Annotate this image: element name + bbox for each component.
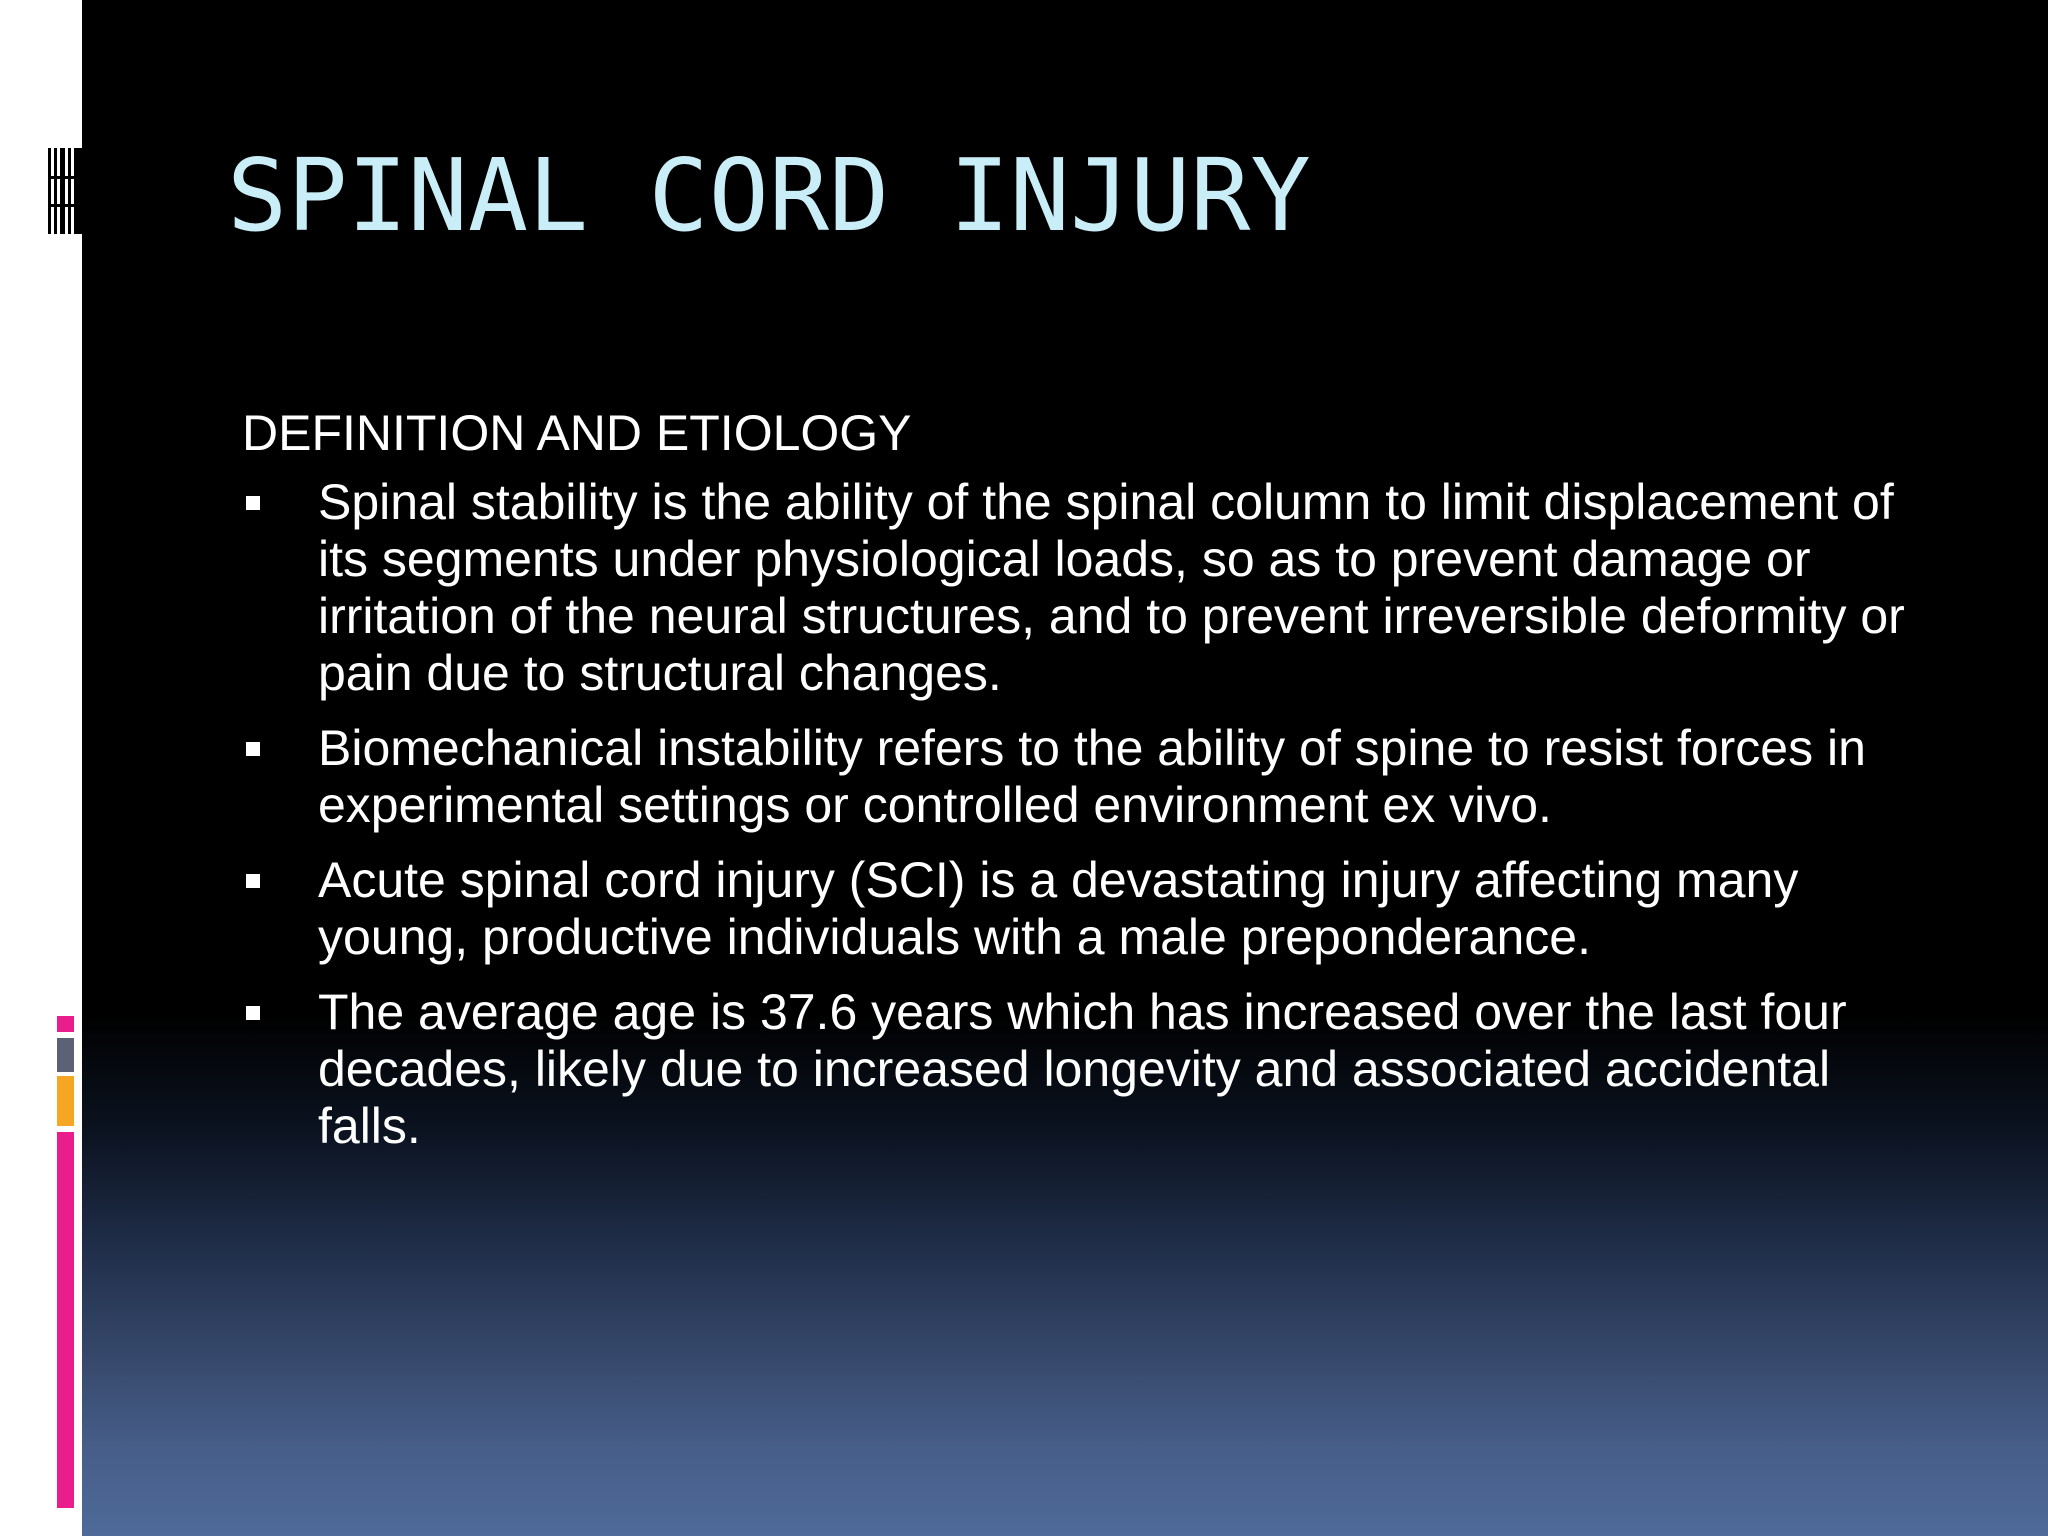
section-subheading: DEFINITION AND ETIOLOGY — [242, 405, 912, 461]
square-bullet-icon — [246, 496, 260, 510]
slide-title: SPINAL CORD INJURY — [227, 137, 1311, 254]
square-bullet-icon — [246, 874, 260, 888]
bullet-text: Acute spinal cord injury (SCI) is a devastating injury affecting many young, productive individuals with a male preponderance. — [318, 852, 1799, 965]
slide-content — [242, 400, 1922, 1173]
accent-bar-slate — [57, 1038, 74, 1072]
bullet-list — [242, 474, 1922, 1155]
left-margin-strip — [0, 0, 82, 1536]
bullet-text: The average age is 37.6 years which has increased over the last four decades, likely due to increased longevity and associated accidental falls. — [318, 984, 1847, 1154]
bullet-item — [242, 984, 1922, 1155]
bullet-text: Biomechanical instability refers to the ability of spine to resist forces in experimental settings or controlled environment ex vivo. — [318, 720, 1866, 833]
accent-bar-pink — [57, 1132, 74, 1508]
square-bullet-icon — [246, 742, 260, 756]
file-lines-icon — [48, 148, 82, 234]
bullet-item — [242, 720, 1922, 834]
bullet-text: Spinal stability is the ability of the spinal column to limit displacement of its segments under physiological loads, so as to prevent damage or irritation of the neural structures, and to prevent irreversible deformity or pain due to structural changes. — [318, 474, 1905, 701]
accent-bar-orange — [57, 1076, 74, 1126]
bullet-item — [242, 852, 1922, 966]
bullet-item — [242, 474, 1922, 702]
accent-bar-pink-top — [57, 1016, 74, 1032]
square-bullet-icon — [246, 1006, 260, 1020]
